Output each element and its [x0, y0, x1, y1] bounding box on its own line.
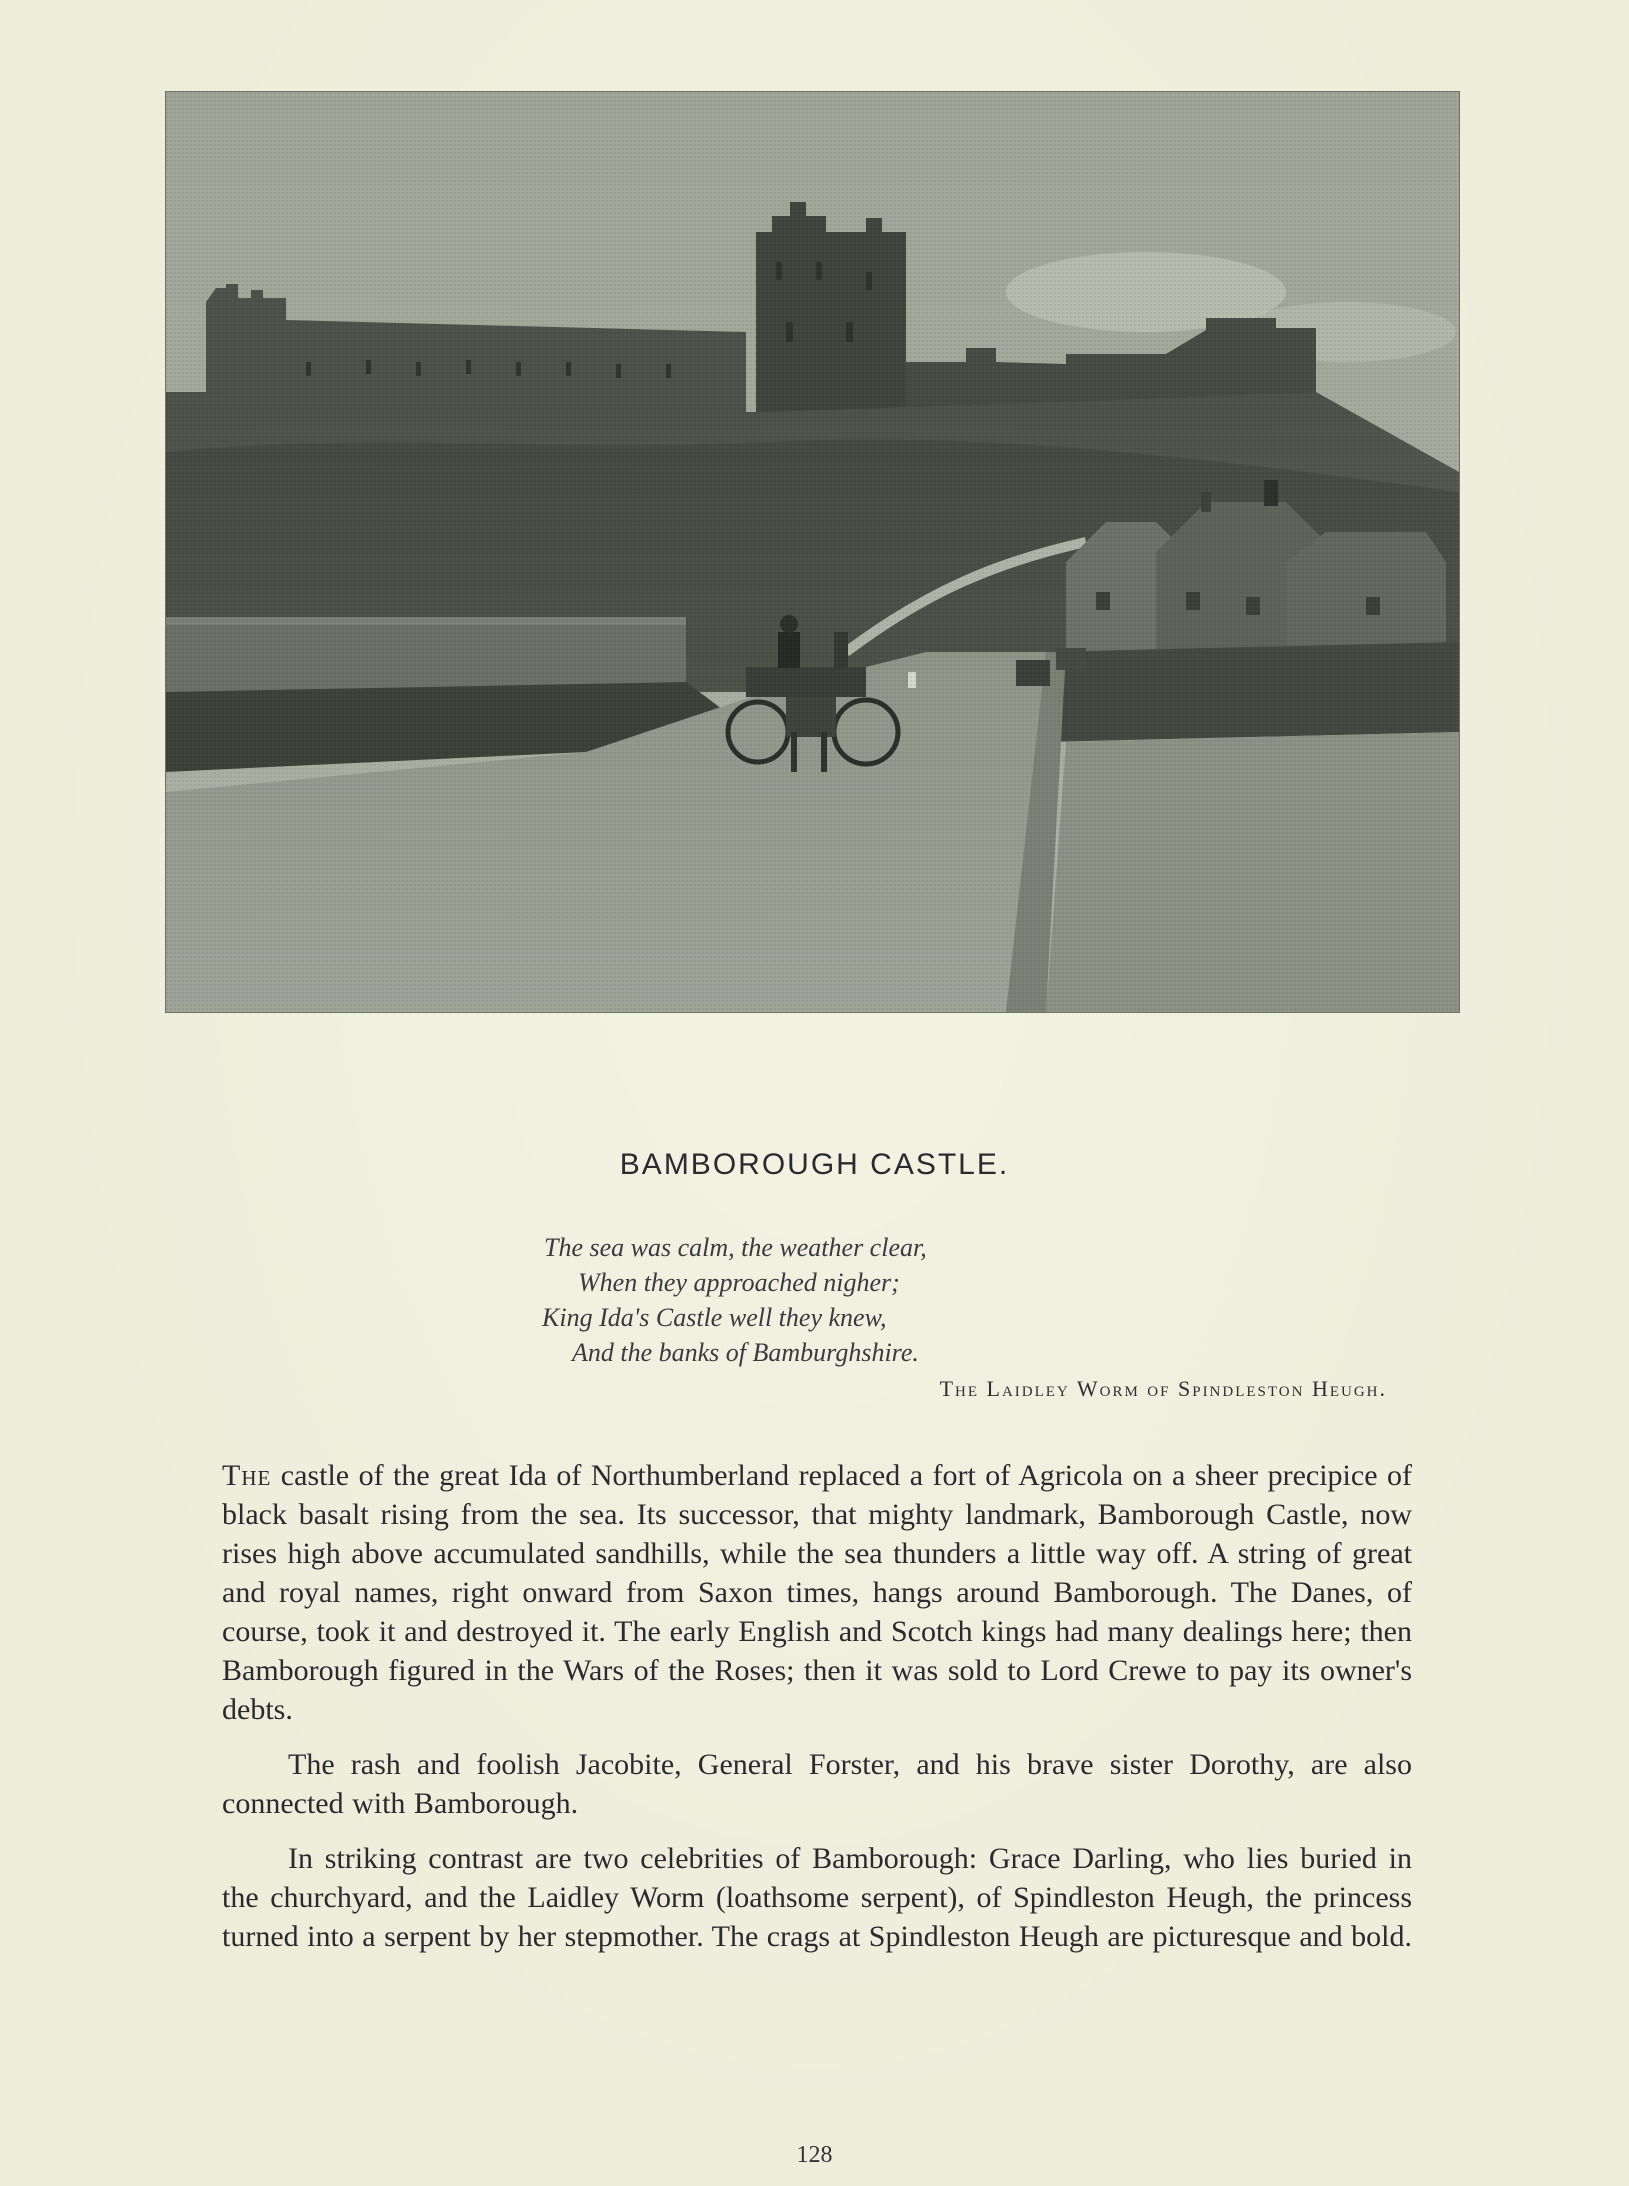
paragraph-2: The rash and foolish Jacobite, General Forster, and his brave sister Dorothy, are also connected with Bamborough.: [222, 1748, 1412, 1820]
castle-illustration: [166, 92, 1459, 1012]
castle-photograph: [166, 92, 1459, 1012]
paragraph-1-text: castle of the great Ida of Northumberland replaced a fort of Agricola on a sheer precipice of black basalt rising from the sea. Its successor, that mighty landmark, Bamborough Castle, now rises high above accumulated sandhills, while the sea thunders a little way off. A string of great and royal names, right onward from Saxon times, hangs around Bamborough. The Danes, of course, took it and destroyed it. The early English and Scotch kings had many dealings here; then Bamborough figured in the Wars of the Roses; then it was sold to Lord Crewe to pay its owner's debts.: [222, 1459, 1412, 1726]
plate-caption-title: BAMBOROUGH CASTLE.: [619, 1148, 1010, 1181]
paragraph-1: [222, 1456, 1412, 1729]
page-number: 128: [796, 2142, 833, 2168]
epigraph-source: The Laidley Worm of Spindleston Heugh.: [939, 1376, 1387, 1401]
epigraph-line-3: King Ida's Castle well they knew,: [542, 1303, 887, 1332]
epigraph-line-2: When they approached nigher;: [578, 1268, 900, 1297]
epigraph-line-1: The sea was calm, the weather clear,: [544, 1233, 927, 1262]
paragraph-3: In striking contrast are two celebrities of Bamborough: Grace Darling, who lies buried in the churchyard, and the Laidley Worm (loathsome serpent), of Spindleston Heugh, the princess turned into a serpent by her stepmother. The crags at Spindleston Heugh are picturesque and bold.: [222, 1842, 1412, 1953]
body-text: [222, 1456, 1412, 1972]
epigraph-line-4: And the banks of Bamburghshire.: [572, 1338, 919, 1367]
paragraph-1-lead: The: [222, 1459, 272, 1492]
